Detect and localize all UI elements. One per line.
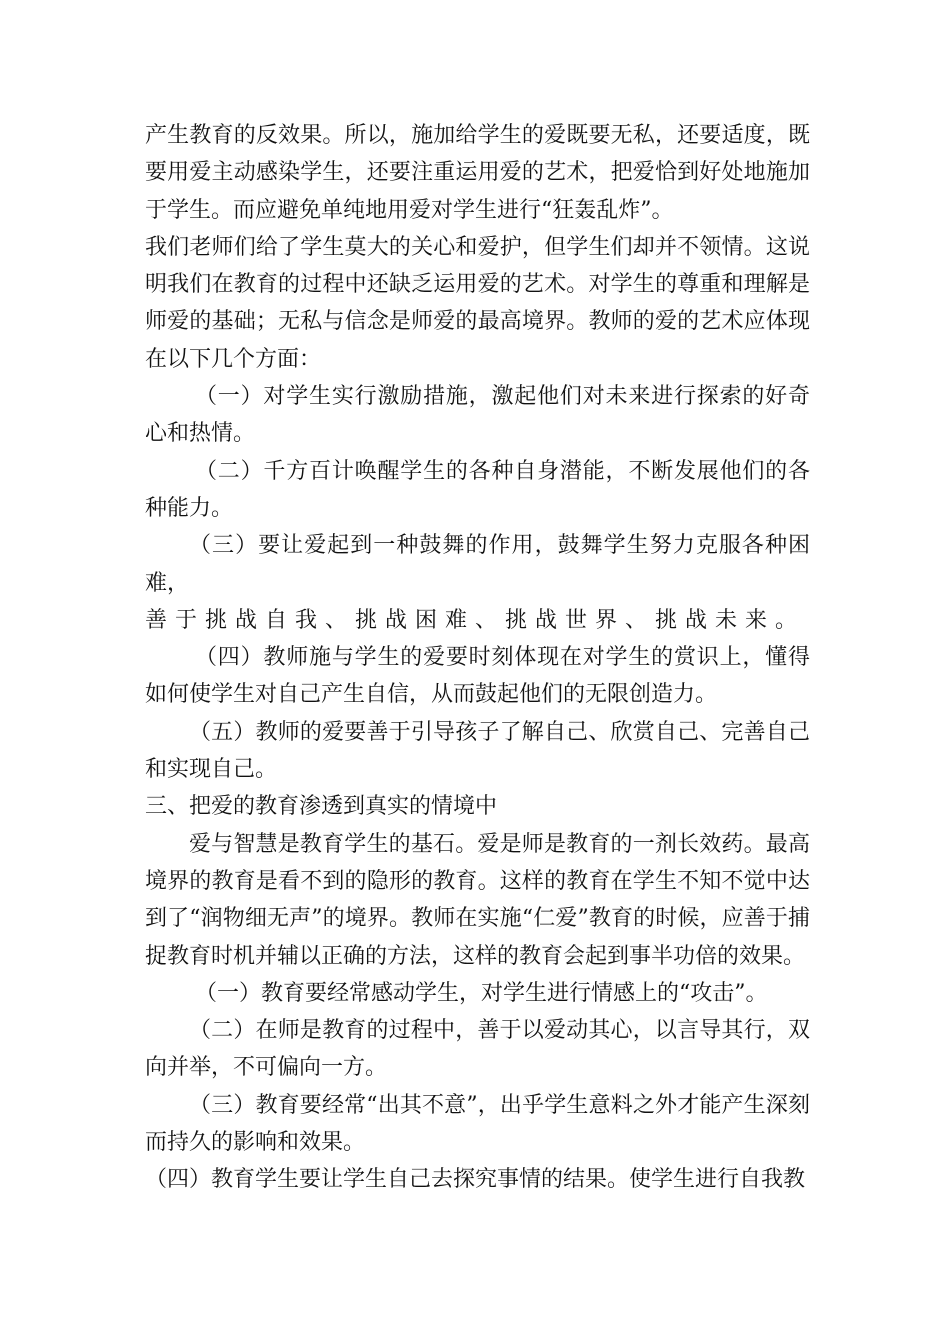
section-3-item-4: （四）教育学生要让学生自己去探究事情的结果。使学生进行自我教 <box>145 1167 806 1193</box>
list-item-4: （四）教师施与学生的爱要时刻体现在对学生的赏识上，懂得如何使学生对自己产生自信，从而鼓起他们的无限创造力。 <box>145 645 810 708</box>
list-item-5: （五）教师的爱要善于引导孩子了解自己、欣赏自己、完善自己和实现自己。 <box>145 719 810 783</box>
section-3-item-1: （一）教育要经常感动学生，对学生进行情感上的“攻击”。 <box>195 980 768 1006</box>
list-item-1: （一）对学生实行激励措施，激起他们对未来进行探索的好奇心和热情。 <box>145 384 810 447</box>
list-item-3-continued: 善于挑战自我、挑战困难、挑战世界、挑战未来。 <box>145 607 806 633</box>
section-3-item-3: （三）教育要经常“出其不意”，出乎学生意料之外才能产生深刻而持久的影响和效果。 <box>145 1092 810 1156</box>
section-3-item-2: （二）在师是教育的过程中，善于以爱动其心，以言导其行，双向并举，不可偏向一方。 <box>145 1018 810 1081</box>
paragraph-love-wisdom: 爱与智慧是教育学生的基石。爱是师是教育的一剂长效药。最高境界的教育是看不到的隐形的教育。这样的教育在学生不知不觉中达到了“润物细无声”的境界。教师在实施“仁爱”教育的时候，应善于捕捉教育时机并辅以正确的方法，这样的教育会起到事半功倍的效果。 <box>145 831 810 969</box>
list-item-3: （三）要让爱起到一种鼓舞的作用，鼓舞学生努力克服各种困难， <box>145 533 810 596</box>
paragraph-teacher-love: 我们老师们给了学生莫大的关心和爱护，但学生们却并不领情。这说明我们在教育的过程中还缺乏运用爱的艺术。对学生的尊重和理解是师爱的基础；无私与信念是师爱的最高境界。教师的爱的艺术应体现在以下几个方面： <box>145 234 810 372</box>
paragraph-intro: 产生教育的反效果。所以，施加给学生的爱既要无私，还要适度，既要用爱主动感染学生，还要注重运用爱的艺术，把爱恰到好处地施加于学生。而应避免单纯地用爱对学生进行“狂轰乱炸”。 <box>145 123 810 223</box>
list-item-2: （二）千方百计唤醒学生的各种自身潜能，不断发展他们的各种能力。 <box>145 458 810 521</box>
section-heading-3: 三、把爱的教育渗透到真实的情境中 <box>145 794 498 820</box>
document-body <box>145 117 810 1199</box>
